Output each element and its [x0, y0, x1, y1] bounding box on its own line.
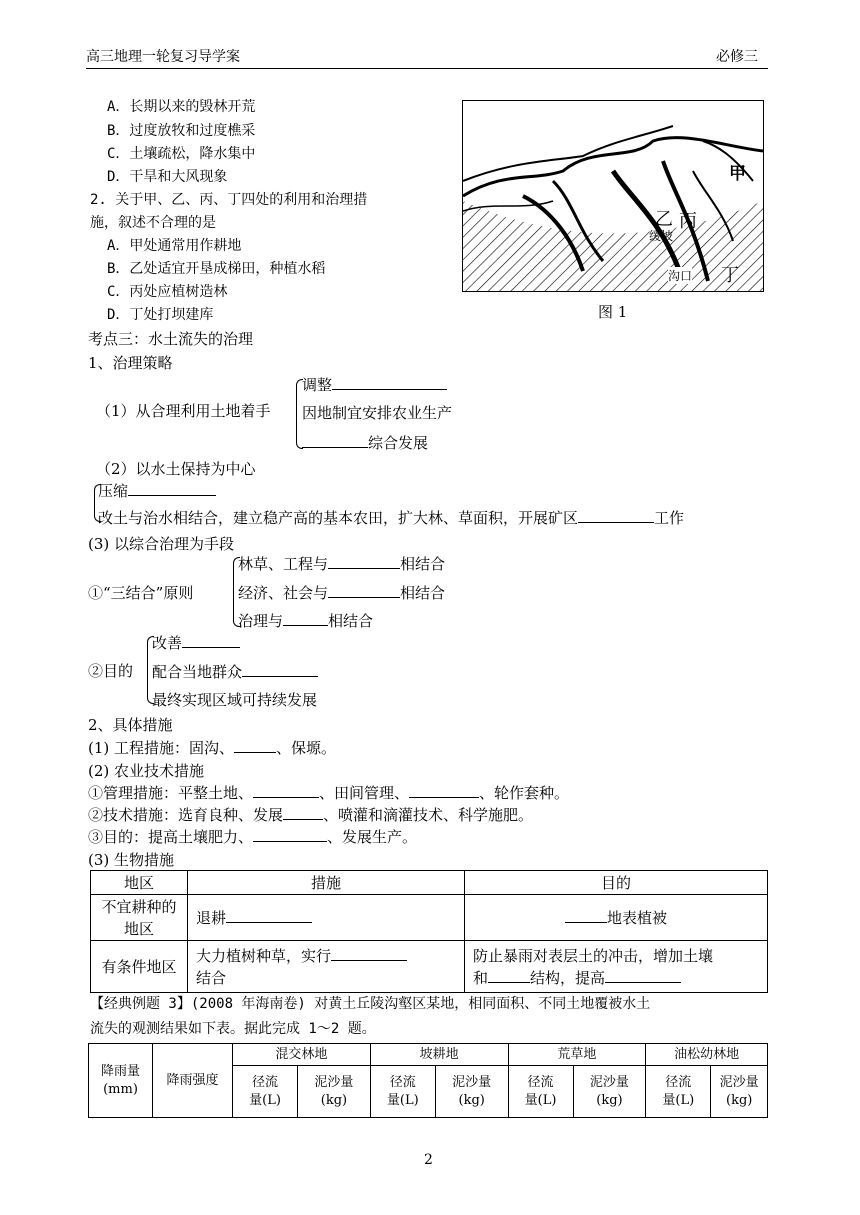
s2-a: 压缩 [98, 480, 216, 501]
header-left: 高三地理一轮复习导学案 [86, 49, 240, 65]
heading-strategy: 1、治理策略 [88, 354, 173, 372]
th-group-pine-forest: 油松幼林地 [646, 1044, 768, 1066]
s3-r2a: 改善 [152, 632, 240, 653]
th-runoff: 径流量(L) [646, 1066, 711, 1118]
terrain-figure [462, 100, 764, 292]
th-runoff: 径流量(L) [508, 1066, 573, 1118]
s1-a: 调整 [302, 374, 447, 395]
cell-measure: 大力植树种草，实行 结合 [188, 941, 465, 993]
cell-measure: 退耕 [188, 895, 465, 941]
s2-b: 改土与治水相结合，建立稳产高的基本农田，扩大林、草面积，开展矿区 工作 [98, 509, 685, 527]
th-purpose: 目的 [465, 871, 768, 895]
header-right: 必修三 [716, 49, 758, 65]
q1-option-a: A．长期以来的毁林开荒 [107, 99, 256, 115]
label-jia: 甲 [729, 164, 746, 184]
th-sediment: 泥沙量(kg) [573, 1066, 646, 1118]
cell-region: 有条件地区 [91, 941, 188, 993]
th-measure: 措施 [188, 871, 465, 895]
s3-r1b: 经济、社会与 相结合 [238, 584, 446, 602]
cell-region: 不宜耕种的地区 [91, 895, 188, 941]
label-ding: 丁 [721, 265, 739, 286]
th-rainfall: 降雨量(mm) [89, 1044, 153, 1118]
s1-b: 因地制宜安排农业生产 [302, 404, 453, 422]
th-intensity: 降雨强度 [153, 1044, 233, 1118]
terrain-illustration [463, 101, 763, 291]
th-sediment: 泥沙量(kg) [711, 1066, 768, 1118]
m1: (1) 工程措施：固沟、 、保塬。 [88, 739, 337, 757]
th-group-mixed-forest: 混交林地 [233, 1044, 371, 1066]
m2-l2: ②技术措施：选育良种、发展 、喷灌和滴灌技术、科学施肥。 [88, 806, 534, 824]
s3-r2c: 最终实现区域可持续发展 [152, 691, 318, 709]
s3-r1c: 治理与 相结合 [238, 612, 374, 630]
q2-stem-cont: 施，叙述不合理的是 [90, 215, 216, 231]
table-row [91, 895, 768, 941]
figure-caption: 图 1 [598, 303, 628, 321]
s3-lead: (3) 以综合治理为手段 [88, 535, 235, 553]
th-sediment: 泥沙量(kg) [298, 1066, 371, 1118]
q2-option-a: A．甲处通常用作耕地 [107, 238, 242, 254]
m2-l1: ①管理措施：平整土地、 、田间管理、 、轮作套种。 [88, 784, 570, 802]
q1-option-d: D．干旱和大风现象 [107, 169, 228, 185]
s3-r1-lead: ①“三结合”原则 [88, 584, 194, 602]
cell-purpose: 防止暴雨对表层土的冲击，增加土壤 和 结构，提高 [465, 941, 768, 993]
th-runoff: 径流量(L) [233, 1066, 298, 1118]
s3-r1a: 林草、工程与 相结合 [238, 555, 446, 573]
q2-stem: 2. 关于甲、乙、丙、丁四处的利用和治理措 [90, 192, 368, 208]
example-line2: 流失的观测结果如下表。据此完成 1～2 题。 [90, 1021, 376, 1037]
cell-purpose: 地表植被 [465, 895, 768, 941]
page-number: 2 [424, 1152, 433, 1168]
th-sediment: 泥沙量(kg) [435, 1066, 508, 1118]
s1-lead: （1）从合理利用土地着手 [96, 402, 271, 420]
q1-option-b: B．过度放牧和过度樵采 [107, 123, 256, 139]
label-slope: 缓坡 [649, 229, 674, 243]
label-yi: 乙 [655, 209, 673, 230]
q1-option-c: C．土壤疏松，降水集中 [107, 146, 256, 162]
heading-measures: 2、具体措施 [88, 716, 173, 734]
erosion-data-table [88, 1043, 768, 1118]
section-title: 考点三：水土流失的治理 [88, 330, 254, 348]
th-group-slope-farmland: 坡耕地 [370, 1044, 508, 1066]
s1-c: 综合发展 [302, 432, 428, 453]
q2-option-c: C．丙处应植树造林 [107, 284, 228, 300]
m2-l3: ③目的：提高土壤肥力、 、发展生产。 [88, 828, 418, 846]
q2-option-b: B．乙处适宜开垦成梯田，种植水稻 [107, 261, 326, 277]
s3-r2b: 配合当地群众 [152, 661, 318, 682]
example-line1: 【经典例题 3】(2008 年海南卷) 对黄土丘陵沟壑区某地，相同面积、不同土地覆被水土 [90, 996, 651, 1012]
th-runoff: 径流量(L) [370, 1066, 435, 1118]
header-rule [86, 68, 768, 69]
th-region: 地区 [91, 871, 188, 895]
m3: (3) 生物措施 [88, 851, 175, 869]
label-gully: 沟口 [668, 269, 693, 283]
q2-option-d: D．丁处打坝建库 [107, 307, 214, 323]
label-bing: 丙 [679, 211, 697, 232]
bio-measures-table [90, 870, 768, 993]
m2-lead: (2) 农业技术措施 [88, 762, 205, 780]
s3-r2-lead: ②目的 [88, 662, 134, 680]
th-group-grassland: 荒草地 [508, 1044, 646, 1066]
s2-lead: （2）以水土保持为中心 [96, 460, 256, 478]
table-row [91, 941, 768, 993]
